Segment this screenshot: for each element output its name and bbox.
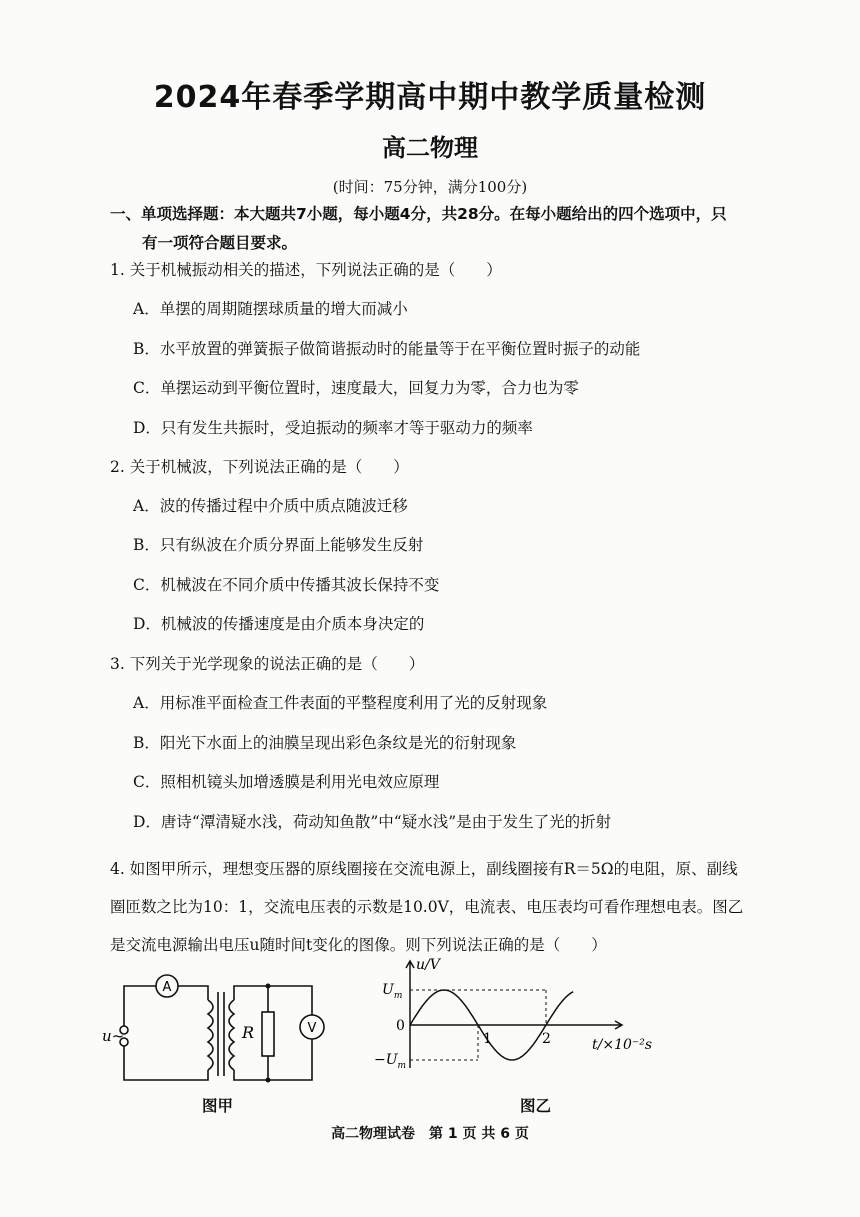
section-heading (110, 200, 810, 258)
question-1-option-c: C．单摆运动到平衡位置时，速度最大，回复力为零，合力也为零 (133, 379, 579, 397)
junction-dot-bottom (266, 1078, 271, 1083)
resistor-label: R (241, 1023, 255, 1042)
ammeter-label: A (162, 980, 172, 995)
source-label: u~ (102, 1027, 125, 1045)
question-3-stem: 3. 下列关于光学现象的说法正确的是（ ） (110, 655, 425, 673)
figure-yi-caption: 图乙 (520, 1097, 552, 1115)
question-4-line3: 是交流电源输出电压u随时间t变化的图像。则下列说法正确的是（ ） (110, 936, 607, 954)
question-1-stem: 1. 关于机械振动相关的描述，下列说法正确的是（ ） (110, 261, 502, 279)
section-heading-line1: 一、单项选择题：本大题共7小题，每小题4分，共28分。在每小题给出的四个选项中，只 (110, 205, 727, 223)
neg-um-label: $-U_m$ (374, 1052, 407, 1071)
x-tick-2: 2 (542, 1031, 551, 1047)
question-3-option-b: B．阳光下水面上的油膜呈现出彩色条纹是光的衍射现象 (133, 734, 517, 752)
exam-subject: 高二物理 (382, 134, 478, 162)
question-2-stem: 2. 关于机械波，下列说法正确的是（ ） (110, 458, 409, 476)
y-axis-label: u/V (416, 957, 440, 973)
exam-time-info: (时间：75分钟，满分100分) (332, 178, 528, 196)
question-4-line1: 4. 如图甲所示，理想变压器的原线圈接在交流电源上，副线圈接有R＝5Ω的电阻，原、副线 (110, 860, 738, 878)
question-2-option-b: B．只有纵波在介质分界面上能够发生反射 (133, 536, 424, 554)
question-2-option-d: D．机械波的传播速度是由介质本身决定的 (133, 615, 425, 633)
question-1-option-b: B．水平放置的弹簧振子做简谐振动时的能量等于在平衡位置时振子的动能 (133, 340, 641, 358)
figure-yi-graph (360, 955, 690, 1075)
question-1-option-a: A．单摆的周期随摆球质量的增大而减小 (133, 300, 408, 318)
question-2-option-a: A．波的传播过程中介质中质点随波迁移 (133, 497, 408, 515)
exam-title: 2024年春季学期高中期中教学质量检测 (153, 80, 707, 115)
section-heading-line2: 有一项符合题目要求。 (142, 234, 298, 252)
junction-dot-top (266, 984, 271, 989)
question-4-stem (110, 850, 810, 964)
x-axis-label: t/×10⁻²s (592, 1037, 653, 1053)
page-footer: 高二物理试卷 第 1 页 共 6 页 (331, 1126, 529, 1142)
origin-label: 0 (396, 1018, 405, 1034)
um-label: $U_m$ (382, 982, 403, 1001)
question-3-option-c: C．照相机镜头加增透膜是利用光电效应原理 (133, 773, 440, 791)
question-2-option-c: C．机械波在不同介质中传播其波长保持不变 (133, 576, 440, 594)
question-1-option-d: D．只有发生共振时，受迫振动的频率才等于驱动力的频率 (133, 419, 533, 437)
voltmeter-label: V (307, 1021, 317, 1036)
x-tick-1: 1 (483, 1031, 492, 1047)
figure-jia-circuit (100, 960, 340, 1090)
figure-jia-caption: 图甲 (202, 1097, 234, 1115)
question-3-option-d: D．唐诗“潭清疑水浅，荷动知鱼散”中“疑水浅”是由于发生了光的折射 (133, 813, 612, 831)
question-3-option-a: A．用标准平面检查工件表面的平整程度利用了光的反射现象 (133, 694, 548, 712)
question-4-line2: 圈匝数之比为10：1，交流电压表的示数是10.0V，电流表、电压表均可看作理想电表。图乙 (110, 898, 744, 916)
